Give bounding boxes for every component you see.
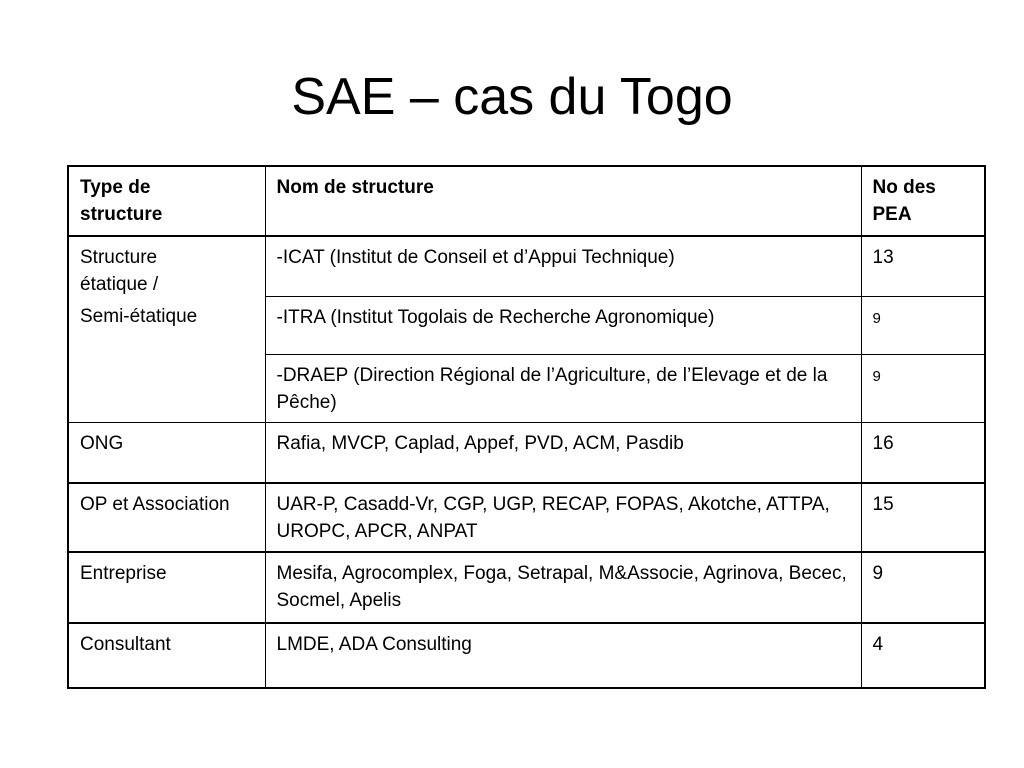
slide-title: SAE – cas du Togo	[291, 68, 733, 126]
table-row	[68, 552, 985, 623]
count-cell-icat: 13	[861, 236, 985, 296]
count-cell-itra: 9	[861, 296, 985, 354]
table-row	[68, 236, 985, 296]
header-type-de-structure: Type de structure	[68, 166, 265, 236]
name-cell-itra: -ITRA (Institut Togolais de Recherche Agronomique)	[265, 296, 861, 354]
count-cell-entreprise: 9	[861, 552, 985, 623]
type-cell-ong: ONG	[68, 422, 265, 483]
name-cell-entreprise: Mesifa, Agrocomplex, Foga, Setrapal, M&Associe, Agrinova, Becec, Socmel, Apelis	[265, 552, 861, 623]
table-row	[68, 483, 985, 552]
name-cell-ong: Rafia, MVCP, Caplad, Appef, PVD, ACM, Pasdib	[265, 422, 861, 483]
name-cell-icat: -ICAT (Institut de Conseil et d’Appui Technique)	[265, 236, 861, 296]
table-row	[68, 422, 985, 483]
header-nom-de-structure: Nom de structure	[265, 166, 861, 236]
type-cell-op: OP et Association	[68, 483, 265, 552]
type-cell-etatique: Structure étatique / Semi-étatique	[68, 236, 265, 422]
count-cell-ong: 16	[861, 422, 985, 483]
table-row	[68, 623, 985, 688]
count-cell-op: 15	[861, 483, 985, 552]
table-header-row	[68, 166, 985, 236]
header-no-des-pea: No des PEA	[861, 166, 985, 236]
structures-table	[67, 165, 986, 689]
name-cell-consultant: LMDE, ADA Consulting	[265, 623, 861, 688]
count-cell-draep: 9	[861, 354, 985, 422]
type-cell-entreprise: Entreprise	[68, 552, 265, 623]
type-cell-consultant: Consultant	[68, 623, 265, 688]
name-cell-draep: -DRAEP (Direction Régional de l’Agriculture, de l’Elevage et de la Pêche)	[265, 354, 861, 422]
count-cell-consultant: 4	[861, 623, 985, 688]
name-cell-op: UAR-P, Casadd-Vr, CGP, UGP, RECAP, FOPAS, Akotche, ATTPA, UROPC, APCR, ANPAT	[265, 483, 861, 552]
